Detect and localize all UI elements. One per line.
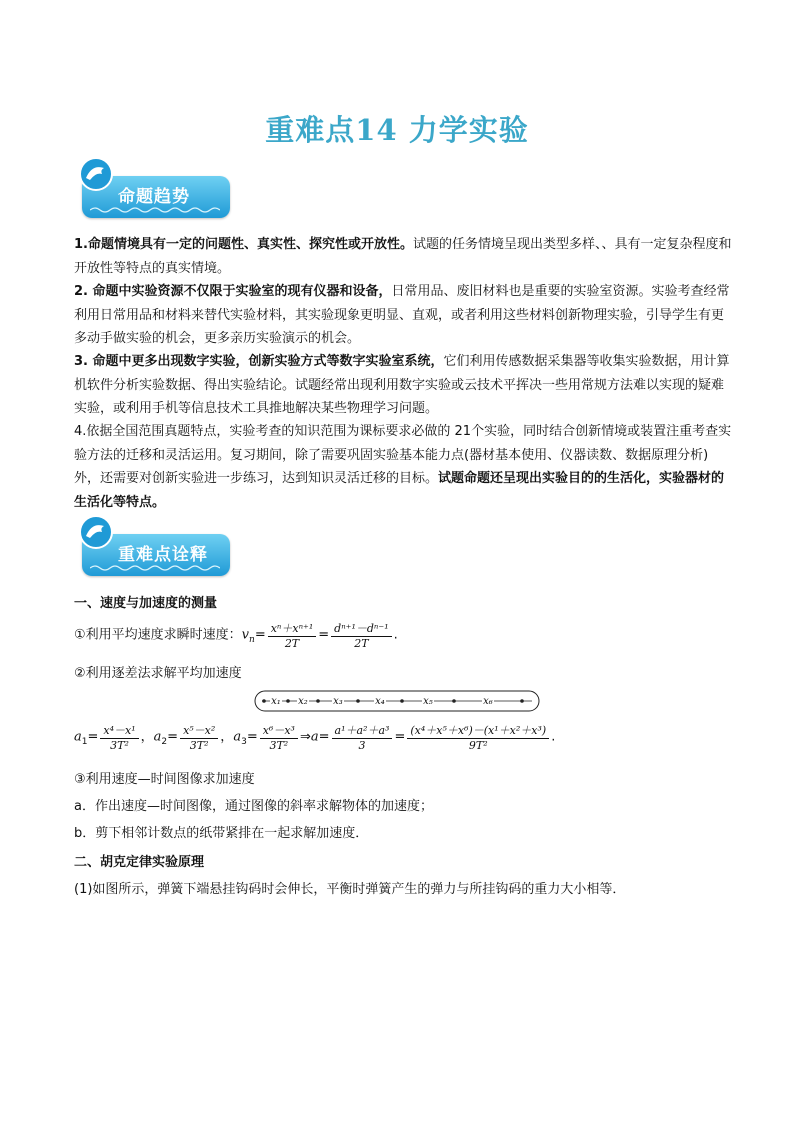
fraction-1-numerator: xⁿ＋xⁿ⁺¹: [268, 620, 317, 637]
explain-banner-label: 重难点诠释: [118, 545, 208, 565]
a3-denominator: 3T²: [269, 739, 289, 752]
velocity-symbol: v: [241, 627, 250, 643]
tape-label-1: x₁: [271, 696, 281, 707]
a3-numerator: x⁶－x³: [260, 722, 298, 739]
a-final-fraction: [407, 722, 549, 752]
a-mean-numerator: a¹＋a²＋a³: [332, 722, 393, 739]
wave-decoration-icon: [90, 562, 220, 572]
trend-p4-bold: 试题命题还呈现出实验目的的生活化，实验器材的生活化等特点。: [74, 471, 725, 510]
tape-label-4: x₄: [375, 696, 385, 707]
item3-text: ③利用速度—时间图像求加速度: [74, 772, 255, 787]
trend-p2-bold: 2. 命题中实验资源不仅限于实验室的现有仪器和设备，: [74, 284, 392, 299]
a1-numerator: x⁴－x¹: [100, 722, 138, 739]
tape-label-5: x₅: [423, 696, 433, 707]
wave-decoration-icon: [90, 204, 220, 214]
dolphin-icon: [78, 514, 114, 550]
paper-tape-diagram: [254, 690, 540, 712]
a-final-denominator: 9T²: [468, 739, 488, 752]
trend-p3-text: 它们利用传感数据采集器等收集实验数据，用计算机软件分析实验数据、得出实验结论。试题经常出现利用数字实验或云技术平挥决一些用常规方法难以实现的疑难实验，或利用手机等信息技术工具推地解决某些物理学习问题。: [74, 354, 730, 416]
item3b-text: b．剪下相邻计数点的纸带紧排在一起求解加速度．: [74, 826, 369, 841]
trend-p1-bold: 1.命题情境具有一定的问题性、真实性、探究性或开放性。: [74, 237, 413, 252]
explain-banner: [78, 530, 232, 580]
page-title: 重难点14 力学实验: [265, 113, 529, 147]
trend-paragraph-2: [74, 280, 734, 351]
acceleration-formula: $a_1=$ $\frac{\text{x⁴－x¹}}{\text{3T²}}$ ，$a_2=$ $\frac{\text{x⁵－x²}}{\text{3T²}}$ ，$a_3=$ $\frac{\text{x⁶－x³}}{\text{3T²}}$ ⇒a= $\frac{\text{a¹＋a²＋a³}}{3}$ = $\frac{\text{(x⁴＋x⁵＋x⁶)－(x¹＋x²＋x³)}}{\text{9T²}}$ .: [74, 724, 556, 752]
item3a-text: a．作出速度—时间图像，通过图像的斜率求解物体的加速度；: [74, 799, 433, 814]
fraction-2-numerator: dⁿ⁺¹－dⁿ⁻¹: [331, 620, 391, 637]
item2-text: ②利用逐差法求解平均加速度: [74, 666, 242, 681]
fraction-1: [268, 620, 317, 650]
a2-denominator: 3T²: [189, 739, 209, 752]
trend-p4-text: 4.依据全国范围真题特点，实验考查的知识范围为课标要求必做的 21个实验，同时结合创新情境或装置注重考查实验方法的迁移和灵活运用。复习期间，除了需要巩固实验基本能力点(器材基本使用、仪器读数、数据原理分析)外，还需要对创新实验进一步练习，达到知识灵活迁移的目标。: [74, 424, 732, 486]
a2-numerator: x⁵－x²: [180, 722, 218, 739]
section1-heading: 一、速度与加速度的测量: [74, 596, 218, 611]
a-mean-denominator: 3: [358, 739, 366, 752]
a3-fraction: [260, 722, 298, 752]
section2-heading: 二、胡克定律实验原理: [74, 855, 205, 870]
trend-p1-text: 试题的任务情境呈现出类型多样、、具有一定复杂程度和开放性等特点的真实情境。: [74, 237, 732, 276]
fraction-2: [331, 620, 391, 650]
tape-label-2: x₂: [298, 696, 308, 707]
fraction-2-denominator: 2T: [354, 637, 369, 650]
section2-item1: (1)如图所示，弹簧下端悬挂钩码时会伸长，平衡时弹簧产生的弹力与所挂钩码的重力大小相等．: [74, 882, 626, 897]
tape-label-6: x₆: [483, 696, 493, 707]
item1-prefix: ①利用平均速度求瞬时速度：: [74, 627, 242, 643]
trend-banner-label: 命题趋势: [118, 187, 190, 207]
a-mean-fraction: [332, 722, 393, 752]
a-final-numerator: (x⁴＋x⁵＋x⁶)－(x¹＋x²＋x³): [407, 722, 549, 739]
trend-paragraph-3: [74, 350, 734, 421]
trend-p3-bold: 3. 命题中更多出现数字实验，创新实验方式等数字实验室系统，: [74, 354, 444, 369]
a2-fraction: [180, 722, 218, 752]
velocity-subscript: n: [249, 635, 255, 646]
fraction-1-denominator: 2T: [284, 637, 300, 650]
trend-p2-text: 日常用品、废旧材料也是重要的实验室资源。实验考查经常利用日常用品和材料来替代实验材料，其实验现象更明显、直观，或者利用这些材料创新物理实验，引导学生有更多动手做实验的机会，更多亲历实验演示的机会。: [74, 284, 730, 346]
trend-banner: [78, 172, 232, 222]
a1-denominator: 3T²: [110, 739, 129, 752]
tape-label-3: x₃: [333, 696, 343, 707]
a1-fraction: [100, 722, 138, 752]
instant-velocity-formula: ①利用平均速度求瞬时速度：$v_n=$ $\frac{\text{xⁿ＋xⁿ⁺¹}}{2T}$ = $\frac{\text{dⁿ⁺¹－dⁿ⁻¹}}{2T}$ .: [74, 622, 398, 650]
trend-paragraph-4: [74, 420, 734, 514]
trend-paragraph-1: [74, 233, 734, 280]
dolphin-icon: [78, 156, 114, 192]
